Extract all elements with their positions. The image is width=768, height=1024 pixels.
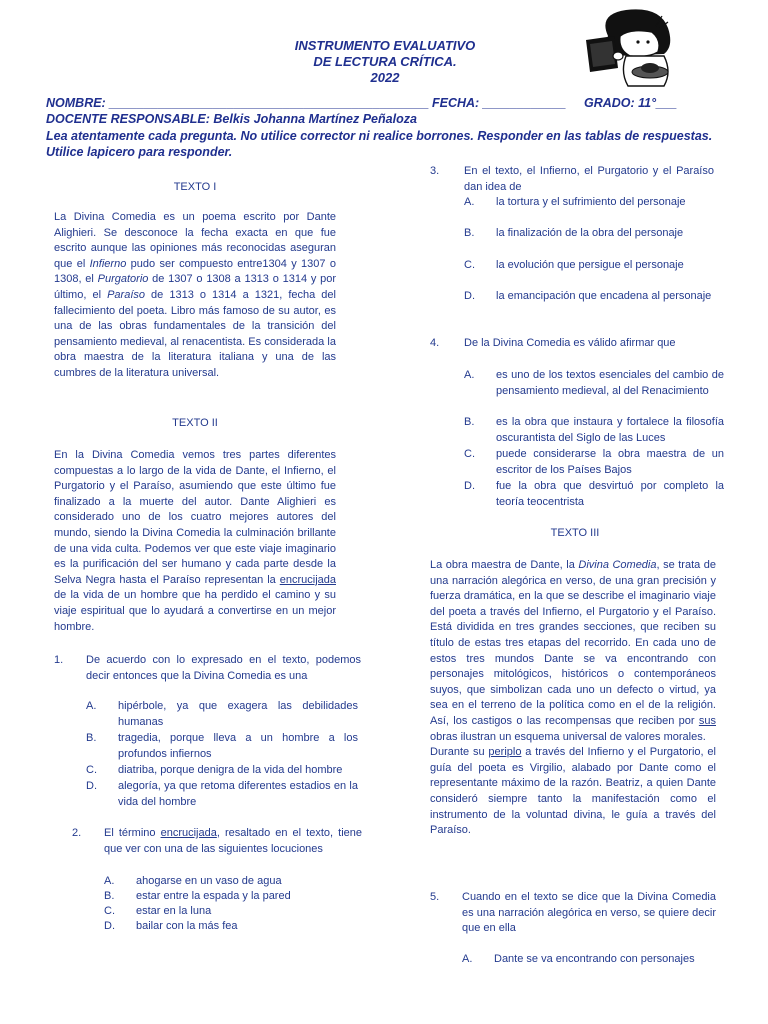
texto-ii-title: TEXTO II bbox=[172, 417, 218, 429]
docente-line: DOCENTE RESPONSABLE: Belkis Johanna Martínez Peñaloza bbox=[46, 112, 417, 126]
texto-i-title: TEXTO I bbox=[173, 181, 217, 193]
question-4: 4. De la Divina Comedia es válido afirmar que A. es uno de los textos esenciales del cambio de pensamiento medieval, al del Renacimiento B. es la obra que instaura y fortalece la filosofía oscurantista del Siglo de las Luces C. puede considerarse la obra maestra de un escritor de los Países Bajos D. fue la obra que desvirtuó por completo la teoría teocentrista bbox=[430, 337, 724, 508]
grado-field[interactable]: GRADO: 11°___ bbox=[584, 96, 677, 110]
texto-iii-title: TEXTO III bbox=[550, 527, 600, 539]
instructions: Lea atentamente cada pregunta. No utilice corrector ni realice borrones. Responder en las tablas de respuestas. Utilice lapicero para responder. bbox=[46, 129, 713, 159]
question-5: 5. Cuando en el texto se dice que la Divina Comedia es una narración alegórica en verso, se quiere decir que en ella A. Dante se va encontrando con personajes bbox=[430, 891, 716, 965]
texto-i-paragraph: La Divina Comedia es un poema escrito por Dante Alighieri. Se desconoce la fecha exacta en que fue escrito aunque las opiniones más reconocidas aseguran que el Infierno pudo ser compuesto entre1304 y 1307 o 1308, el Purgatorio de 1307 o 1308 a 1313 o 1314 y por último, el Paraíso de 1313 o 1314 a 1321, fecha del fallecimiento del poeta. Libro más famoso de su autor, es una de las obras fundamentales de la transición del pensamiento medieval, al renacentista. Es considerada la obra maestra de la literatura italiana y una de las cumbres de la literatura universal. bbox=[54, 211, 336, 379]
question-1: 1. De acuerdo con lo expresado en el texto, podemos decir entonces que la Divina Comedia es una A. hipérbole, ya que exagera las debilidades humanas B. tragedia, porque lleva a un hombre a los profundos infiernos C. diatriba, porque denigra de la vida del hombre D. alegoría, ya que retoma diferentes estadios en la vida del hombre bbox=[54, 654, 361, 808]
question-2: 2. El término encrucijada, resaltado en el texto, tiene que ver con una de las siguientes locuciones A. ahogarse en un vaso de agua B. estar entre la espada y la pared C. estar en la luna D. bailar con la más fea bbox=[72, 827, 362, 932]
nombre-field[interactable]: NOMBRE: ______________________________________________ bbox=[46, 96, 429, 110]
question-3: 3. En el texto, el Infierno, el Purgatorio y el Paraíso dan idea de A. la tortura y el sufrimiento del personaje B. la finalización de la obra del personaje C. la evolución que persigue el personaje D. la emancipación que encadena al personaje bbox=[430, 165, 714, 302]
title-line-1: INSTRUMENTO EVALUATIVO bbox=[294, 38, 476, 53]
texto-iii-paragraph: La obra maestra de Dante, la Divina Comedia, se trata de una narración alegórica en verso, de una gran precisión y fuerza dramática, en la que se describe el imaginario viaje del poeta a través del Infierno, el Purgatorio y el Paraíso. Está dividida en tres grandes secciones, que reciben su título de estas tres etapas del recorrido. En cada uno de estos tres mundos Dante se va encontrando con personajes mitológicos, históricos o contemporáneos suyos, que simbolizan cada uno un defecto o virtud, ya sea en el terreno de la política como en el de la religión. Así, los castigos o las recompensas que reciben por sus obras ilustran un esquema universal de valores morales. Durante su periplo a través del Infierno y el Purgatorio, el guía del poeta es Virgilio, alabado por Dante como el representante máximo de la razón. Beatriz, a quien Dante consideró siempre tanto la manifestación como el instrumento de la voluntad divina, le guía a través del Paraíso. bbox=[430, 559, 717, 837]
title-line-2: DE LECTURA CRÍTICA. bbox=[313, 54, 457, 69]
texto-ii-paragraph: En la Divina Comedia vemos tres partes diferentes compuestas a lo largo de la vida de Dante, el Infierno, el Purgatorio y el Paraíso, asumiendo que este último fue finalizado a la muerte del autor. Dante Alighieri es considerado uno de los cuatro mejores autores del mundo, siendo la Divina Comedia la culminación brillante de una vida culta. Podemos ver que este viaje imaginario es la purificación del ser humano y cada parte desde la Selva Negra hasta el Paraíso representan la encrucijada de la vida de un hombre que ha perdido el camino y su viaje espiritual que lo ayudará a convertirse en un mejor hombre. bbox=[54, 449, 336, 633]
reading-girl-illustration bbox=[568, 6, 698, 92]
fecha-field[interactable]: FECHA: ____________ bbox=[432, 96, 567, 110]
title-line-3: 2022 bbox=[370, 70, 400, 85]
